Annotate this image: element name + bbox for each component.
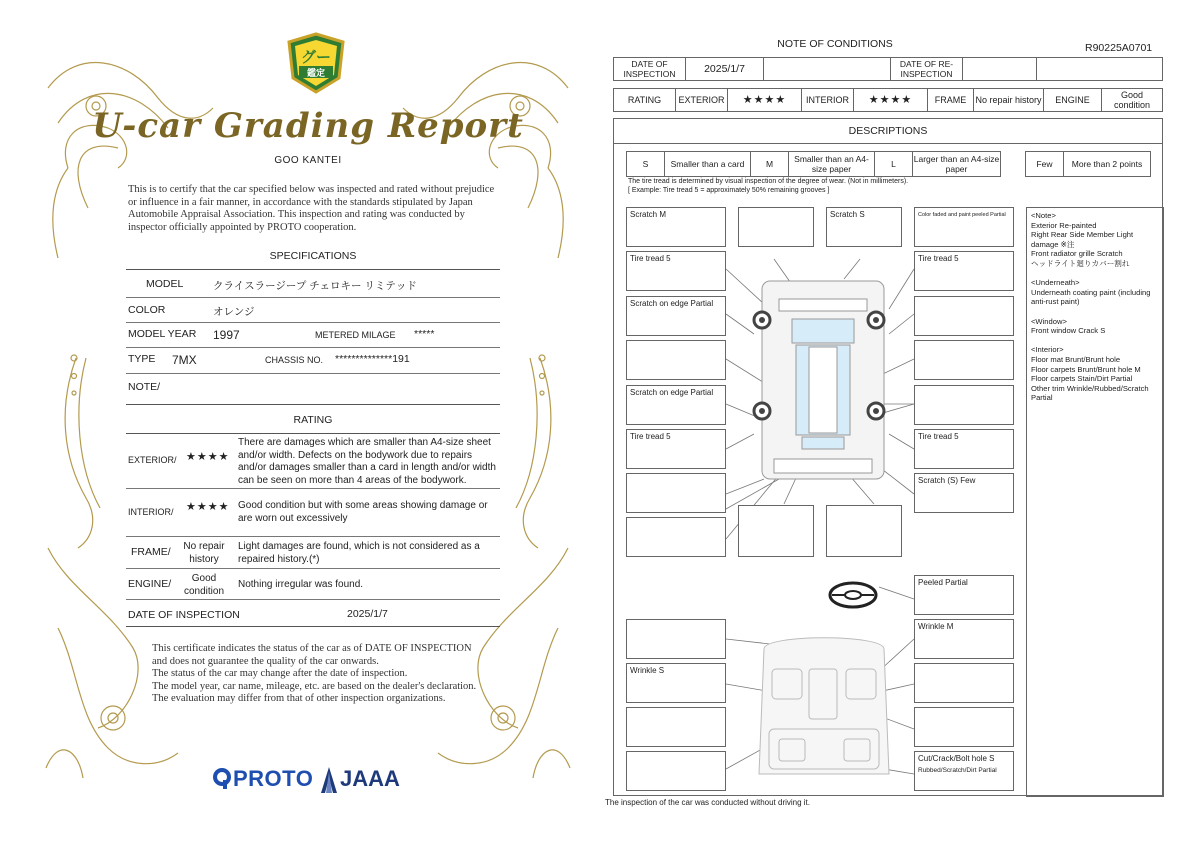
note-label: NOTE/: [128, 381, 161, 393]
model-year-value: 1997: [213, 328, 240, 342]
jaaa-logo-text: JAAA: [340, 766, 400, 791]
rating-label: RATING: [614, 89, 676, 111]
interior-label: INTERIOR: [802, 89, 854, 111]
divider: [126, 599, 500, 600]
tire-tread-note: The tire tread is determined by visual inspection of the degree of wear. (Not in millimeters). [ Example: Tire tread 5 = approximately 50% remaining grooves ]: [628, 178, 909, 194]
condition-text: Scratch S: [830, 210, 865, 219]
exterior-stars: ★★★★: [186, 451, 230, 463]
date-of-reinspection-value: [963, 58, 1037, 80]
frame-label: FRAME/: [131, 546, 171, 558]
condition-box: [914, 619, 1014, 659]
certificate-footer: This certificate indicates the status of the car as of DATE OF INSPECTION and does not guarantee the quality of the car onwards. The status of the car may change after the date of inspection. The model year, car name, mileage, etc. are based on the dealer's declaration. The evaluation may differ from that of other inspection organizations.: [152, 643, 477, 704]
condition-box: [626, 517, 726, 557]
color-value: オレンジ: [213, 306, 255, 318]
condition-box: [914, 575, 1014, 615]
type-value: 7MX: [172, 353, 197, 367]
condition-text: Wrinkle M: [918, 622, 954, 631]
divider: [126, 488, 500, 489]
condition-box: [626, 251, 726, 291]
date-of-inspection-label: DATE OF INSPECTION: [128, 609, 240, 621]
condition-box: [914, 707, 1014, 747]
model-value: クライスラージープ チェロキー リミテッド: [213, 280, 417, 292]
divider: [126, 347, 500, 348]
condition-box: [626, 429, 726, 469]
condition-text: Rubbed/Scratch/Dirt Partial: [918, 767, 997, 774]
legend-s: S: [627, 152, 665, 176]
grading-certificate: [38, 28, 578, 828]
condition-text: Wrinkle S: [630, 666, 665, 675]
divider: [126, 322, 500, 323]
noc-footer: The inspection of the car was conducted without driving it.: [605, 798, 810, 807]
condition-box: [626, 340, 726, 380]
date-blank: [764, 58, 891, 80]
divider: [126, 626, 500, 627]
exterior-stars: ★★★★: [728, 89, 802, 111]
descriptions-panel: [613, 118, 1163, 796]
steering-wheel-icon: [830, 583, 876, 607]
proto-logo-text: PROTO: [233, 766, 314, 791]
notes-text: <Note> Exterior Re-painted Right Rear Side Member Light damage ※注 Front radiator grille Scratch ヘッドライト廻りカバー割れ <Underneath> Underneath coating paint (including anti-rust paint) <Window> Front window Crack S <Interior> Floor mat Brunt/Brunt hole Floor carpets Brunt/Brunt hole M Floor carpets Stain/Dirt Partial Other trim Wrinkle/Rubbed/Scratch Partial: [1031, 211, 1151, 403]
chassis-value: **************191: [335, 353, 410, 365]
noc-reference-id: R90225A0701: [1085, 42, 1153, 54]
legend-s-text: Smaller than a card: [665, 152, 751, 176]
model-year-label: MODEL YEAR: [128, 328, 197, 340]
reinspection-blank: [1037, 58, 1162, 80]
divider: [126, 568, 500, 569]
date-of-reinspection-label: DATE OF RE-INSPECTION: [891, 58, 963, 80]
certificate-subtitle: GOO KANTEI: [274, 155, 342, 166]
descriptions-title: DESCRIPTIONS: [848, 125, 928, 137]
condition-text: Scratch (S) Few: [918, 476, 976, 485]
divider: [126, 297, 500, 298]
divider: [126, 269, 500, 270]
legend-m-text: Smaller than an A4-size paper: [789, 152, 875, 176]
interior-stars: ★★★★: [186, 501, 230, 513]
condition-box: [914, 251, 1014, 291]
engine-label: ENGINE: [1044, 89, 1102, 111]
condition-box: [826, 207, 902, 247]
condition-text: Color faded and paint peeled Partial: [918, 212, 1006, 218]
condition-text: Tire tread 5: [918, 254, 959, 263]
condition-box: [914, 296, 1014, 336]
date-of-inspection-value: 2025/1/7: [686, 58, 764, 80]
chassis-label: CHASSIS NO.: [265, 355, 324, 365]
condition-box: [914, 663, 1014, 703]
rating-heading: RATING: [293, 414, 333, 426]
condition-box: [914, 207, 1014, 247]
date-of-inspection-label: DATE OF INSPECTION: [614, 58, 686, 80]
ornamental-frame: [38, 28, 578, 828]
condition-box: [914, 473, 1014, 513]
condition-box: [626, 663, 726, 703]
mileage-value: *****: [414, 328, 435, 340]
date-of-inspection-value: 2025/1/7: [347, 608, 388, 620]
noc-title: NOTE OF CONDITIONS: [777, 38, 893, 50]
condition-box: [826, 505, 902, 557]
badge-top-text: グー: [300, 48, 332, 66]
engine-value: Good condition: [1113, 90, 1151, 110]
divider: [126, 433, 500, 434]
color-label: COLOR: [128, 304, 166, 316]
engine-value: Good condition: [183, 573, 225, 597]
certificate-title: U-car Grading Report: [92, 106, 524, 146]
condition-box: [738, 505, 814, 557]
condition-text: Scratch on edge Partial: [630, 388, 714, 397]
specifications-heading: SPECIFICATIONS: [269, 250, 357, 262]
legend-few-text: More than 2 points: [1071, 159, 1143, 169]
condition-box: [626, 296, 726, 336]
frame-value: No repair history: [974, 89, 1044, 111]
exterior-description: There are damages which are smaller than A4-size sheet and/or width. Defects on the bodywork due to repairs and/or damages smaller than a card in length and/or width can be seen on more than 4 areas of the bodywork.: [238, 437, 496, 486]
condition-text: Tire tread 5: [630, 432, 671, 441]
condition-box: [626, 207, 726, 247]
condition-box: [626, 751, 726, 791]
condition-text: Scratch M: [630, 210, 667, 219]
mileage-label: METERED MILAGE: [315, 330, 396, 340]
proto-logo-icon: [213, 768, 231, 790]
condition-box: [626, 619, 726, 659]
engine-description: Nothing irregular was found.: [238, 579, 364, 590]
condition-box: [626, 473, 726, 513]
notes-panel: [1026, 207, 1164, 797]
exterior-label: EXTERIOR: [676, 89, 728, 111]
logos: [213, 766, 433, 796]
condition-box: [626, 385, 726, 425]
divider: [126, 404, 500, 405]
condition-text: Cut/Crack/Bolt hole S: [918, 754, 995, 763]
condition-box: [914, 751, 1014, 791]
condition-text: Scratch on edge Partial: [630, 299, 714, 308]
interior-label: INTERIOR/: [128, 507, 174, 517]
frame-description: Light damages are found, which is not considered as a repaired history.(*): [238, 541, 480, 565]
condition-box: [914, 340, 1014, 380]
interior-stars: ★★★★: [854, 89, 928, 111]
badge-bottom-text: 鑑定: [306, 69, 326, 79]
divider: [126, 373, 500, 374]
condition-box: [626, 707, 726, 747]
certificate-intro: This is to certify that the car specified below was inspected and rated without prejudice or influence in a fair manner, in accordance with the standards stipulated by Japan Automobile Appraisal Association. This inspection and rating was conducted by inspector officially appointed by PROTO cooperation.: [128, 184, 495, 233]
condition-box: [914, 429, 1014, 469]
legend-few: Few: [1026, 152, 1064, 176]
rating-row: [613, 88, 1163, 112]
legend-l: L: [875, 152, 913, 176]
note-of-conditions: [605, 30, 1170, 820]
frame-label: FRAME: [928, 89, 974, 111]
interior-description: Good condition but with some areas showing damage or are worn out excessively: [238, 500, 488, 524]
divider: [126, 536, 500, 537]
jaaa-logo-icon: [320, 766, 338, 794]
model-label: MODEL: [146, 278, 184, 290]
frame-value: No repair history: [183, 541, 225, 565]
condition-text: Tire tread 5: [918, 432, 959, 441]
goo-kantei-badge: [287, 32, 345, 94]
type-label: TYPE: [128, 353, 156, 365]
condition-box: [738, 207, 814, 247]
legend-m: M: [751, 152, 789, 176]
engine-label: ENGINE/: [128, 578, 172, 590]
legend-l-text: Larger than an A4-size paper: [913, 154, 1000, 174]
exterior-label: EXTERIOR/: [128, 455, 177, 465]
condition-text: Tire tread 5: [630, 254, 671, 263]
condition-text: Peeled Partial: [918, 578, 968, 587]
inspection-date-row: [613, 57, 1163, 81]
condition-box: [914, 385, 1014, 425]
